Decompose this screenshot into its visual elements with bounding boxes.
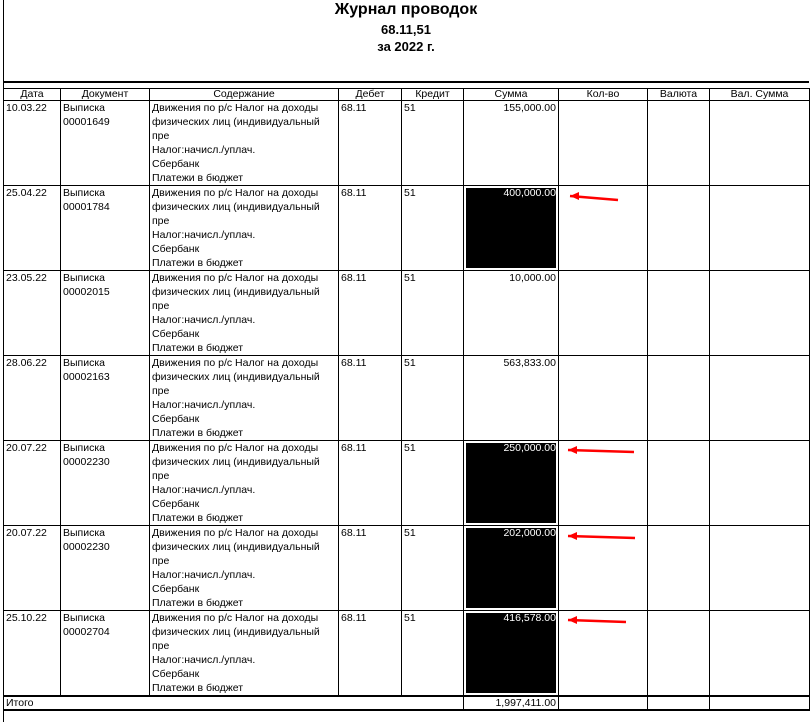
cell-qty [559, 101, 648, 186]
cell-date: 20.07.22 [4, 526, 61, 611]
col-header-currency-sum: Вал. Сумма [710, 89, 810, 101]
cell-debit: 68.11 [339, 101, 402, 186]
cell-document: Выписка 00002704 [61, 611, 150, 697]
journal-table [3, 88, 810, 711]
cell-date: 20.07.22 [4, 441, 61, 526]
cell-sum: 155,000.00 [464, 101, 559, 186]
cell-content: Движения по р/с Налог на доходы физических лиц (индивидуальный пре Налог:начисл./уплач. Сбербанк Платежи в бюджет [150, 101, 339, 186]
cell-debit: 68.11 [339, 441, 402, 526]
cell-credit: 51 [402, 271, 464, 356]
cell-currency [648, 186, 710, 271]
cell-credit: 51 [402, 526, 464, 611]
cell-qty [559, 271, 648, 356]
cell-content: Движения по р/с Налог на доходы физических лиц (индивидуальный пре Налог:начисл./уплач. Сбербанк Платежи в бюджет [150, 356, 339, 441]
cell-sum: 10,000.00 [464, 271, 559, 356]
cell-content: Движения по р/с Налог на доходы физических лиц (индивидуальный пре Налог:начисл./уплач. Сбербанк Платежи в бюджет [150, 526, 339, 611]
cell-content: Движения по р/с Налог на доходы физических лиц (индивидуальный пре Налог:начисл./уплач. Сбербанк Платежи в бюджет [150, 441, 339, 526]
cell-debit: 68.11 [339, 356, 402, 441]
cell-qty [559, 611, 648, 697]
report-period: за 2022 г. [377, 39, 435, 54]
cell-sum-highlighted: 202,000.00 [464, 526, 559, 611]
cell-qty [559, 526, 648, 611]
total-qty [559, 696, 648, 710]
cell-credit: 51 [402, 441, 464, 526]
cell-date: 28.06.22 [4, 356, 61, 441]
cell-qty [559, 356, 648, 441]
table-row [4, 271, 810, 356]
cell-currency-sum [710, 526, 810, 611]
cell-qty [559, 186, 648, 271]
table-row [4, 441, 810, 526]
cell-currency [648, 356, 710, 441]
cell-sum: 563,833.00 [464, 356, 559, 441]
cell-debit: 68.11 [339, 611, 402, 697]
cell-sum-highlighted: 416,578.00 [464, 611, 559, 697]
cell-sum-highlighted: 400,000.00 [464, 186, 559, 271]
cell-document: Выписка 00002230 [61, 441, 150, 526]
cell-credit: 51 [402, 356, 464, 441]
col-header-debit: Дебет [339, 89, 402, 101]
cell-debit: 68.11 [339, 186, 402, 271]
cell-document: Выписка 00001784 [61, 186, 150, 271]
table-row [4, 526, 810, 611]
cell-currency-sum [710, 186, 810, 271]
col-header-document: Документ [61, 89, 150, 101]
col-header-currency: Валюта [648, 89, 710, 101]
cell-document: Выписка 00002163 [61, 356, 150, 441]
cell-currency [648, 526, 710, 611]
cell-document: Выписка 00002230 [61, 526, 150, 611]
table-header-row [4, 89, 810, 101]
cell-debit: 68.11 [339, 271, 402, 356]
cell-currency-sum [710, 356, 810, 441]
cell-content: Движения по р/с Налог на доходы физических лиц (индивидуальный пре Налог:начисл./уплач. Сбербанк Платежи в бюджет [150, 186, 339, 271]
total-currency-sum [710, 696, 810, 710]
report-title: Журнал проводок [334, 1, 478, 18]
cell-content: Движения по р/с Налог на доходы физических лиц (индивидуальный пре Налог:начисл./уплач. Сбербанк Платежи в бюджет [150, 271, 339, 356]
cell-credit: 51 [402, 186, 464, 271]
table-row [4, 611, 810, 697]
cell-credit: 51 [402, 101, 464, 186]
cell-content: Движения по р/с Налог на доходы физических лиц (индивидуальный пре Налог:начисл./уплач. Сбербанк Платежи в бюджет [150, 611, 339, 697]
cell-currency-sum [710, 611, 810, 697]
table-row [4, 101, 810, 186]
table-row [4, 356, 810, 441]
report-accounts: 68.11,51 [381, 22, 431, 37]
table-row [4, 186, 810, 271]
total-sum: 1,997,411.00 [464, 696, 559, 710]
cell-date: 23.05.22 [4, 271, 61, 356]
total-label: Итого [4, 696, 464, 710]
col-header-sum: Сумма [464, 89, 559, 101]
cell-currency-sum [710, 271, 810, 356]
cell-sum-highlighted: 250,000.00 [464, 441, 559, 526]
cell-currency [648, 611, 710, 697]
cell-debit: 68.11 [339, 526, 402, 611]
header-separator [3, 81, 809, 83]
cell-currency [648, 271, 710, 356]
cell-date: 25.04.22 [4, 186, 61, 271]
cell-currency-sum [710, 441, 810, 526]
cell-currency-sum [710, 101, 810, 186]
col-header-qty: Кол-во [559, 89, 648, 101]
total-currency [648, 696, 710, 710]
cell-document: Выписка 00001649 [61, 101, 150, 186]
col-header-date: Дата [4, 89, 61, 101]
col-header-credit: Кредит [402, 89, 464, 101]
cell-credit: 51 [402, 611, 464, 697]
cell-qty [559, 441, 648, 526]
col-header-content: Содержание [150, 89, 339, 101]
cell-currency [648, 101, 710, 186]
cell-date: 10.03.22 [4, 101, 61, 186]
cell-currency [648, 441, 710, 526]
cell-date: 25.10.22 [4, 611, 61, 697]
total-row [4, 696, 810, 710]
cell-document: Выписка 00002015 [61, 271, 150, 356]
